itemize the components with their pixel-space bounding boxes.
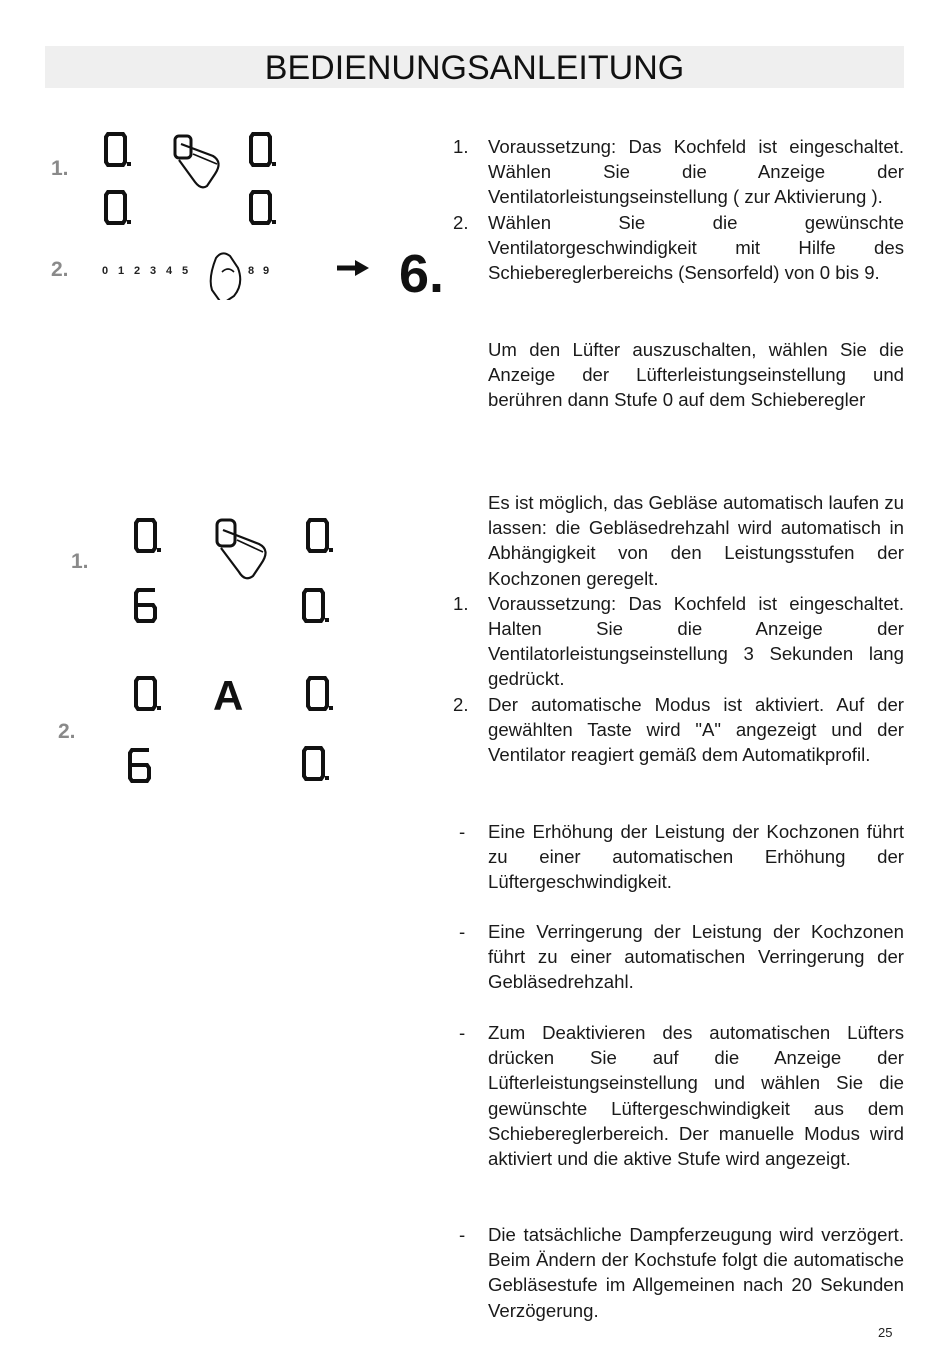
list-item bbox=[450, 134, 904, 210]
item-number: 1. bbox=[453, 136, 469, 157]
slider-digit: 1 bbox=[118, 265, 125, 277]
fig1-step1-label: 1. bbox=[51, 157, 69, 180]
result-display: 6. bbox=[399, 244, 445, 300]
item-text: Voraussetzung: Das Kochfeld ist eingeschaltet. Wählen Sie die Anzeige der Ventilatorleistungseinstellung ( zur Aktivierung ). bbox=[488, 136, 904, 208]
list-item bbox=[450, 591, 904, 692]
slider-digit: 2 bbox=[134, 265, 141, 277]
figure-manual-fan bbox=[45, 120, 495, 300]
slider-digit: 5 bbox=[182, 265, 189, 277]
item-text: Wählen Sie die gewünschte Ventilatorgeschwindigkeit mit Hilfe des Schiebereglerbereichs (Sensorfeld) von 0 bis 9. bbox=[488, 211, 904, 284]
page-title: BEDIENUNGSANLEITUNG bbox=[264, 49, 685, 87]
display-digit bbox=[136, 520, 161, 552]
item-text: Voraussetzung: Das Kochfeld ist eingeschaltet. Halten Sie die Anzeige der Ventilatorleistungseinstellung 3 Sekunden lang gedrückt. bbox=[488, 592, 904, 690]
display-digit bbox=[308, 520, 333, 552]
item-number: 2. bbox=[453, 211, 469, 233]
bullet-text: Zum Deaktivieren des automatischen Lüfters drücken Sie auf die Anzeige der Lüfterleistungseinstellung und wählen Sie die gewünschte Lüftergeschwindigkeit aus dem Schiebereglerbereich. Der manuelle Modus wird aktiviert und die aktive Stufe wird angezeigt. bbox=[488, 1022, 904, 1170]
arrow-right-icon bbox=[337, 260, 369, 276]
bullet-text: Die tatsächliche Dampferzeugung wird verzögert. Beim Ändern der Kochstufe folgt die automatische Gebläsestufe im Allgemeinen nach 20 Sekunden Verzögerung. bbox=[488, 1224, 904, 1321]
list-item bbox=[450, 692, 904, 768]
bullet-dash: - bbox=[459, 1224, 466, 1245]
fig2-step2-label: 2. bbox=[58, 720, 76, 743]
bullet-note bbox=[450, 819, 904, 895]
display-digit bbox=[106, 134, 131, 166]
auto-mode-display: A bbox=[213, 672, 244, 719]
slider-digit: 8 bbox=[248, 265, 255, 277]
display-digit bbox=[308, 678, 333, 710]
slider-scale bbox=[102, 265, 269, 277]
paragraph: Um den Lüfter auszuschalten, wählen Sie die Anzeige der Lüfterleistungseinstellung und berühren dann Stufe 0 auf dem Schieberegler bbox=[488, 339, 904, 411]
bullet-dash: - bbox=[459, 821, 466, 842]
instruction-block-off bbox=[450, 337, 904, 413]
display-digit bbox=[130, 750, 149, 781]
header-bar bbox=[45, 46, 904, 88]
bullet-text: Eine Erhöhung der Leistung der Kochzonen führt zu einer automatischen Erhöhung der Lüftergeschwindigkeit. bbox=[488, 821, 904, 893]
instruction-block-auto bbox=[450, 490, 904, 767]
display-digit bbox=[304, 748, 329, 780]
slider-digit: 4 bbox=[166, 265, 173, 277]
display-digit bbox=[136, 590, 155, 621]
finger-touch-icon bbox=[175, 136, 219, 187]
slider-digit: 0 bbox=[102, 265, 109, 277]
display-digit bbox=[106, 192, 131, 224]
finger-touch-icon bbox=[217, 520, 266, 578]
item-text: Der automatische Modus ist aktiviert. Auf der gewählten Taste wird "A" angezeigt und der Ventilator reagiert gemäß dem Automatikprofil. bbox=[488, 693, 904, 766]
fig1-step2-label: 2. bbox=[51, 258, 69, 281]
bullet-text: Eine Verringerung der Leistung der Kochzonen führt zu einer automatischen Verringerung der Gebläsedrehzahl. bbox=[488, 921, 904, 993]
fig2-step1-label: 1. bbox=[71, 550, 89, 573]
page-number: 25 bbox=[878, 1325, 893, 1340]
instruction-block-manual bbox=[450, 134, 904, 285]
bullet-dash: - bbox=[459, 921, 466, 942]
bullet-dash: - bbox=[459, 1022, 466, 1043]
list-item bbox=[450, 210, 904, 286]
display-digit bbox=[304, 590, 329, 622]
slider-digit: 9 bbox=[263, 265, 270, 277]
bullet-note bbox=[450, 1222, 904, 1323]
item-number: 2. bbox=[453, 693, 469, 715]
item-number: 1. bbox=[453, 592, 469, 614]
bullet-note bbox=[450, 919, 904, 995]
display-digit bbox=[251, 192, 276, 224]
display-digit bbox=[136, 678, 161, 710]
slider-digit: 3 bbox=[150, 265, 157, 277]
figure-automatic-mode bbox=[45, 500, 495, 800]
display-digit bbox=[251, 134, 276, 166]
paragraph: Es ist möglich, das Gebläse automatisch laufen zu lassen: die Gebläsedrehzahl wird automatisch in Abhängigkeit von den Leistungsstufen der Kochzonen geregelt. bbox=[488, 492, 904, 589]
finger-slide-icon bbox=[211, 253, 241, 300]
bullet-note bbox=[450, 1020, 904, 1171]
